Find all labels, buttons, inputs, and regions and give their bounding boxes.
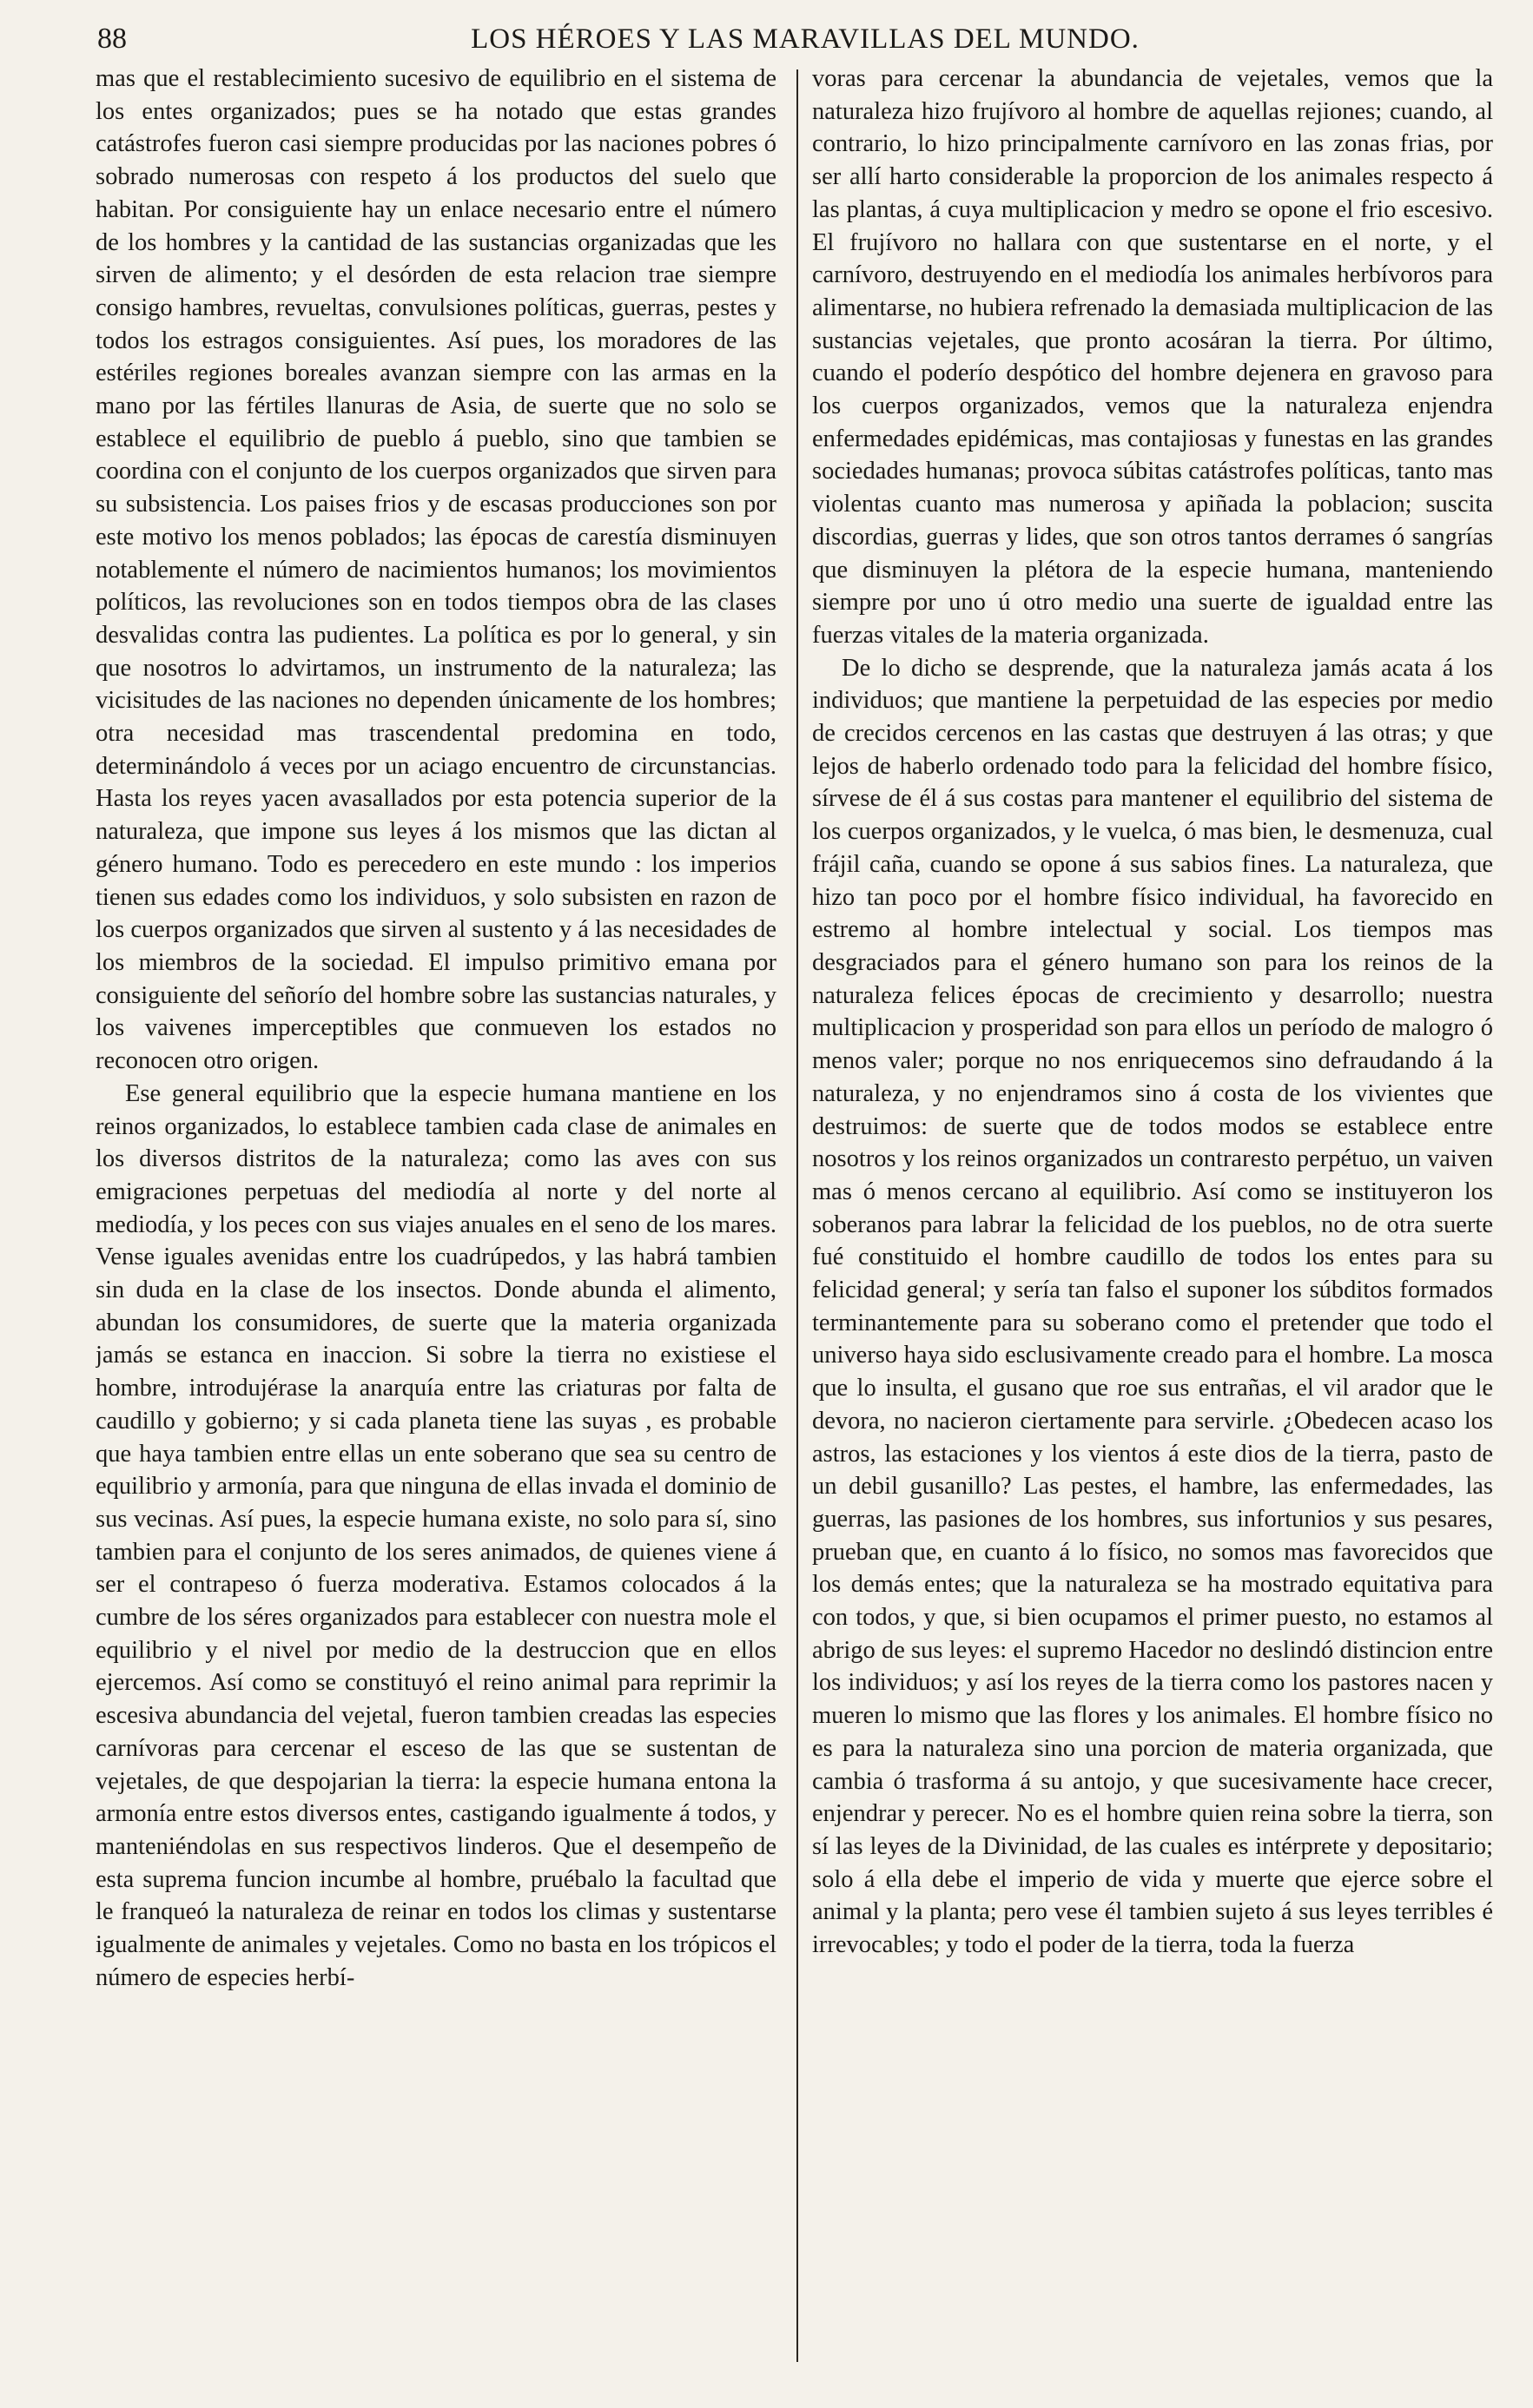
column-divider: [796, 69, 798, 2362]
page-header: [97, 19, 1478, 59]
paragraph: voras para cercenar la abundancia de vejetales, vemos que la naturaleza hizo frujívoro al hombre de aquellas rejiones; cuando, al contrario, lo hizo principalmente carnívoro en las zonas frias, por ser allí harto considerable la proporcion de los animales respecto á las plantas, á cuya multiplicacion y medro se opone el frio escesivo. El frujívoro no hallara con que sustentarse en el norte, y el carnívoro, destruyendo en el mediodía los animales herbívoros para alimentarse, no hubiera refrenado la demasiada multiplicacion de las sustancias vejetales, que pronto acosáran la tierra. Por último, cuando el poderío despótico del hombre dejenera en gravoso para los cuerpos organizados, vemos que la naturaleza enjendra enfermedades epidémicas, mas contajiosas y funestas en las grandes sociedades humanas; provoca súbitas catástrofes políticas, tanto mas violentas cuanto mas numerosa y apiñada la poblacion; suscita discordias, guerras y lides, que son otros tantos derrames ó sangrías que disminuyen la plétora de la especie humana, manteniendo siempre por uno ú otro medio una suerte de igualdad entre las fuerzas vitales de la materia organizada.: [812, 65, 1493, 649]
page-number: 88: [97, 23, 127, 55]
running-title: LOS HÉROES Y LAS MARAVILLAS DEL MUNDO.: [471, 23, 1140, 55]
paragraph: De lo dicho se desprende, que la naturaleza jamás acata á los individuos; que mantiene la perpetuidad de las especies por medio de crecidos cercenos en las castas que destruyen á las otras; y que lejos de haberlo ordenado todo para la felicidad del hombre físico, sírvese de él á sus costas para mantener el equilibrio del sistema de los cuerpos organizados, y le vuelca, ó mas bien, le desmenuza, cual frájil caña, cuando se opone á sus sabios fines. La naturaleza, que hizo tan poco por el hombre físico individual, ha favorecido en estremo al hombre intelectual y social. Los tiempos mas desgraciados para el género humano son para los reinos de la naturaleza felices épocas de crecimiento y desarrollo; nuestra multiplicacion y prosperidad son para ellos un período de malogro ó menos valer; porque no nos enriquecemos sino defraudando á la naturaleza, y no enjendramos sino á costa de los vivientes que destruimos: de suerte que de todos modos se establece entre nosotros y los reinos organizados un contraresto perpétuo, un vaiven mas ó menos cercano al equilibrio. Así como se instituyeron los soberanos para labrar la felicidad de los pueblos, no de otra suerte fué constituido el hombre caudillo de todos los entes para su felicidad general; y sería tan falso el suponer los súbditos formados terminantemente para su soberano como el pretender que todo el universo haya sido esclusivamente creado para el hombre. La mosca que lo insulta, el gusano que roe sus entrañas, el vil arador que le devora, no nacieron ciertamente para servirle. ¿Obedecen acaso los astros, las estaciones y los vientos á este dios de la tierra, pasto de un debil gusanillo? Las pestes, el hambre, las enfermedades, las guerras, las pasiones de los hombres, sus infortunios y sus pesares, prueban que, en cuanto á lo físico, no somos mas favorecidos que los demás entes; que la naturaleza se ha mostrado equitativa para con todos, y que, si bien ocupamos el primer puesto, no estamos al abrigo de sus leyes: el supremo Hacedor no deslindó distincion entre los individuos; y así los reyes de la tierra como los pastores nacen y mueren lo mismo que las flores y los animales. El hombre físico no es para la naturaleza sino una porcion de materia organizada, que cambia ó trasforma á su antojo, y que sucesivamente hace crecer, enjendrar y perecer. No es el hombre quien reina sobre la tierra, son sí las leyes de la Divinidad, de las cuales es intérprete y depositario; solo á ella debe el imperio de vida y muerte que ejerce sobre el animal y la planta; pero vese él tambien sujeto á sus leyes terribles é irrevocables; y todo el poder de la tierra, toda la fuerza: [812, 654, 1493, 1959]
paragraph: Ese general equilibrio que la especie humana mantiene en los reinos organizados, lo establece tambien cada clase de animales en los diversos distritos de la naturaleza; como las aves con sus emigraciones perpetuas del mediodía al norte y del norte al mediodía, y los peces con sus viajes anuales en el seno de los mares. Vense iguales avenidas entre los cuadrúpedos, y las habrá tambien sin duda en la clase de los insectos. Donde abunda el alimento, abundan los consumidores, de suerte que la materia organizada jamás se estanca en inaccion. Si sobre la tierra no existiese el hombre, introdujérase la anarquía entre las criaturas por falta de caudillo y gobierno; y si cada planeta tiene las suyas , es probable que haya tambien entre ellas un ente soberano que sea su centro de equilibrio y armonía, para que ninguna de ellas invada el dominio de sus vecinas. Así pues, la especie humana existe, no solo para sí, sino tambien para el conjunto de los seres animados, de quienes viene á ser el contrapeso ó fuerza moderativa. Estamos colocados á la cumbre de los séres organizados para establecer con nuestra mole el equilibrio y el nivel por medio de la destruccion que en ellos ejercemos. Así como se constituyó el reino animal para reprimir la escesiva abundancia del vejetal, fueron tambien creadas las especies carnívoras para cercenar el esceso de las que se sustentan de vejetales, de que despojarian la tierra: la especie humana entona la armonía entre estos diversos entes, castigando igualmente á todos, y manteniéndolas en sus respectivos linderos. Que el desempeño de esta suprema funcion incumbe al hombre, pruébalo la facultad que le franqueó la naturaleza de reinar en todos los climas y sustentarse igualmente de animales y vejetales. Como no basta en los trópicos el número de especies herbí-: [96, 1079, 776, 1991]
paragraph: mas que el restablecimiento sucesivo de equilibrio en el sistema de los entes organizados; pues se ha notado que estas grandes catástrofes fueron casi siempre producidas por las naciones pobres ó sobrado numerosas con respeto á los productos del suelo que habitan. Por consiguiente hay un enlace necesario entre el número de los hombres y la cantidad de las sustancias organizadas que les sirven de alimento; y el desórden de esta relacion trae siempre consigo hambres, revueltas, convulsiones políticas, guerras, pestes y todos los estragos consiguientes. Así pues, los moradores de las estériles regiones boreales avanzan siempre con las armas en la mano por las fértiles llanuras de Asia, de suerte que no solo se establece el equilibrio de pueblo á pueblo, sino que tambien se coordina con el conjunto de los cuerpos organizados que sirven para su subsistencia. Los paises frios y de escasas producciones son por este motivo los menos poblados; las épocas de carestía disminuyen notablemente el número de nacimientos humanos; los movimientos políticos, las revoluciones son en todos tiempos obra de las clases desvalidas contra las pudientes. La política es por lo general, y sin que nosotros lo advirtamos, un instrumento de la naturaleza; las vicisitudes de las naciones no dependen únicamente de los hombres; otra necesidad mas trascendental predomina en todo, determinándolo á veces por un aciago encuentro de circunstancias. Hasta los reyes yacen avasallados por esta potencia superior de la naturaleza, que impone sus leyes á los mismos que las dictan al género humano. Todo es perecedero en este mundo : los imperios tienen sus edades como los individuos, y solo subsisten en razon de los cuerpos organizados que sirven al sustento y á las necesidades de los miembros de la sociedad. El impulso primitivo emana por consiguiente del señorío del hombre sobre las sustancias naturales, y los vaivenes imperceptibles que conmueven los estados no reconocen otro origen.: [96, 65, 776, 1075]
right-column: [812, 63, 1493, 2372]
left-column: [96, 63, 776, 2372]
